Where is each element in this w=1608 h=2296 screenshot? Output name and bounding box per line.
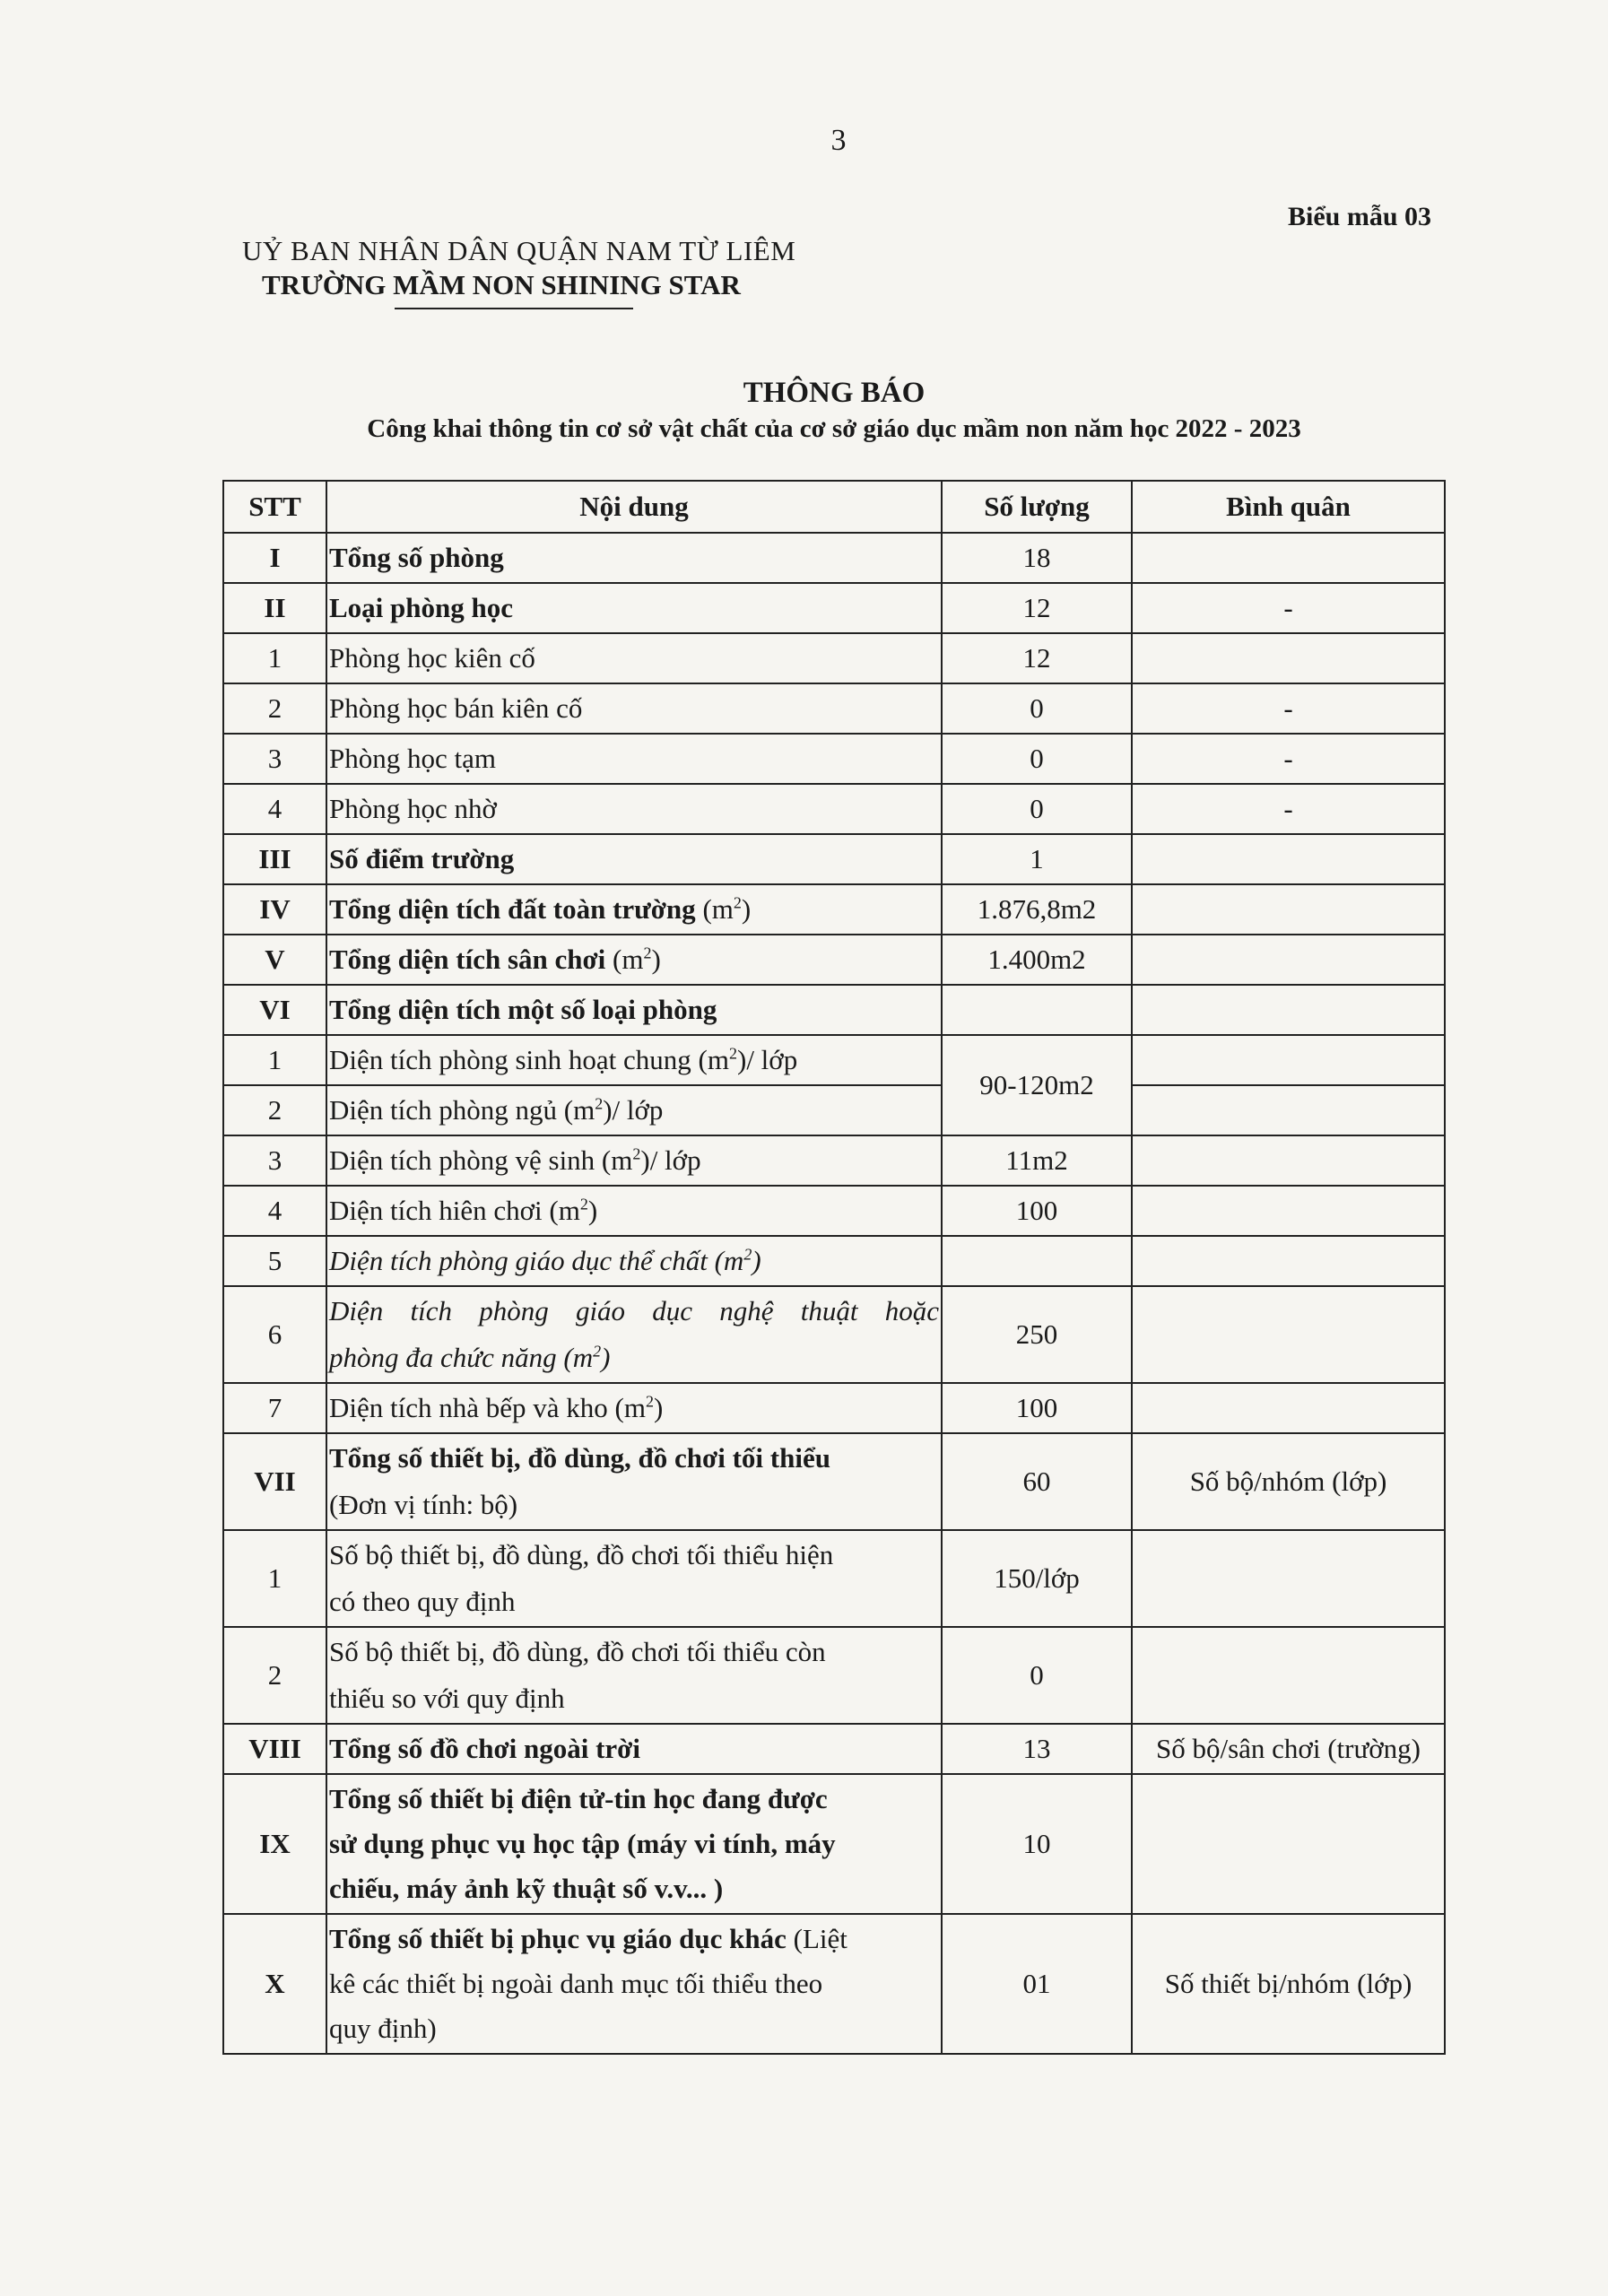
table-row [223,1724,1445,1774]
table-row [223,985,1445,1035]
row-stt: 6 [223,1286,326,1383]
row-average [1132,834,1445,884]
table-row [223,1530,1445,1627]
row-quantity: 150/lớp [942,1530,1132,1627]
row-content: Phòng học tạm [326,734,942,784]
row-content: Diện tích phòng sinh hoạt chung $(m^2)/$ lớp [326,1035,942,1085]
row-quantity: 01 [942,1914,1132,2054]
row-quantity: 250 [942,1286,1132,1383]
row-average: - [1132,583,1445,633]
row-quantity: 18 [942,533,1132,583]
row-content: Phòng học bán kiên cố [326,683,942,734]
table-row [223,1774,1445,1914]
row-quantity: 10 [942,1774,1132,1914]
header-stt: STT [223,481,326,533]
row-average [1132,1085,1445,1135]
school-name: TRƯỜNG MẦM NON SHINING STAR [262,269,741,300]
row-average [1132,1186,1445,1236]
row-stt: 1 [223,1035,326,1085]
table-row [223,1236,1445,1286]
header-quantity: Số lượng [942,481,1132,533]
table-header-row [223,481,1445,533]
row-stt: I [223,533,326,583]
row-quantity: 0 [942,683,1132,734]
row-stt: IV [223,884,326,935]
row-average [1132,633,1445,683]
row-stt: X [223,1914,326,2054]
row-content: Tổng diện tích sân chơi $(m^2)$ [326,935,942,985]
row-stt: 1 [223,1530,326,1627]
row-average: - [1132,683,1445,734]
table-row [223,1186,1445,1236]
page-number: 3 [830,124,847,157]
row-content: Tổng số thiết bị phục vụ giáo dục khác (Liệt kê các thiết bị ngoài danh mục tối thiểu theo quy định) [326,1914,942,2054]
header-average: Bình quân [1132,481,1445,533]
row-stt: 1 [223,633,326,683]
row-average: - [1132,784,1445,834]
row-quantity: 12 [942,633,1132,683]
row-average [1132,1774,1445,1914]
row-stt: 7 [223,1383,326,1433]
row-quantity: 60 [942,1433,1132,1530]
table-row [223,834,1445,884]
row-stt: 2 [223,1627,326,1724]
row-average: Số bộ/sân chơi (trường) [1132,1724,1445,1774]
table-row [223,1085,1445,1135]
row-content: Diện tích phòng giáo dục thể chất $(m^2)$ [326,1236,942,1286]
table-row [223,1383,1445,1433]
parent-organization: UỶ BAN NHÂN DÂN QUẬN NAM TỪ LIÊM [242,235,796,266]
row-average [1132,533,1445,583]
row-average [1132,1236,1445,1286]
row-average [1132,1135,1445,1186]
row-content: Diện tích nhà bếp và kho $(m^2)$ [326,1383,942,1433]
row-average [1132,1035,1445,1085]
row-content: Số bộ thiết bị, đồ dùng, đồ chơi tối thiểu hiện có theo quy định [326,1530,942,1627]
row-average [1132,1627,1445,1724]
row-content: Số điểm trường [326,834,942,884]
row-content: Tổng số đồ chơi ngoài trời [326,1724,942,1774]
row-quantity: 100 [942,1383,1132,1433]
facility-table [222,480,1446,2055]
row-quantity: 1.876,8m2 [942,884,1132,935]
table-row [223,1627,1445,1724]
row-quantity: 1.400m2 [942,935,1132,985]
table-row [223,583,1445,633]
row-stt: VI [223,985,326,1035]
row-content: Số bộ thiết bị, đồ dùng, đồ chơi tối thiểu còn thiếu so với quy định [326,1627,942,1724]
row-stt: VII [223,1433,326,1530]
row-quantity-merged: 90-120m2 [942,1035,1132,1135]
row-average: - [1132,734,1445,784]
row-quantity: 0 [942,734,1132,784]
table-row [223,1914,1445,2054]
row-content: Tổng diện tích đất toàn trường $(m^2)$ [326,884,942,935]
row-content: Diện tích hiên chơi $(m^2)$ [326,1186,942,1236]
header-underline [395,308,633,309]
row-content: Tổng số thiết bị điện tử-tin học đang được sử dụng phục vụ học tập (máy vi tính, máy chiếu, máy ảnh kỹ thuật số v.v... ) [326,1774,942,1914]
row-stt: III [223,834,326,884]
row-average [1132,985,1445,1035]
row-quantity: 100 [942,1186,1132,1236]
row-quantity [942,985,1132,1035]
table-row [223,633,1445,683]
header-content: Nội dung [326,481,942,533]
row-quantity [942,1236,1132,1286]
notice-subtitle: Công khai thông tin cơ sở vật chất của cơ sở giáo dục mầm non năm học 2022 - 2023 [367,414,1301,443]
table-row [223,1433,1445,1530]
row-content: Tổng số thiết bị, đồ dùng, đồ chơi tối thiểu (Đơn vị tính: bộ) [326,1433,942,1530]
table-row [223,1135,1445,1186]
row-stt: II [223,583,326,633]
row-stt: IX [223,1774,326,1914]
table-row [223,533,1445,583]
table-row [223,784,1445,834]
row-average: Số thiết bị/nhóm (lớp) [1132,1914,1445,2054]
form-label: Biểu mẫu 03 [1288,202,1432,231]
row-stt: 3 [223,734,326,784]
row-stt: 2 [223,683,326,734]
row-content: Loại phòng học [326,583,942,633]
row-stt: V [223,935,326,985]
table-row [223,1035,1445,1085]
table-row [223,884,1445,935]
row-stt: 4 [223,784,326,834]
row-average [1132,884,1445,935]
row-stt: 2 [223,1085,326,1135]
row-quantity: 12 [942,583,1132,633]
row-content: Tổng diện tích một số loại phòng [326,985,942,1035]
row-average: Số bộ/nhóm (lớp) [1132,1433,1445,1530]
row-stt: 4 [223,1186,326,1236]
row-stt: 5 [223,1236,326,1286]
row-content: Diện tích phòng vệ $\sinh (m^2)/$ lớp [326,1135,942,1186]
row-quantity: 11m2 [942,1135,1132,1186]
row-stt: 3 [223,1135,326,1186]
row-content: Phòng học kiên cố [326,633,942,683]
row-average [1132,1530,1445,1627]
row-quantity: 0 [942,784,1132,834]
row-quantity: 0 [942,1627,1132,1724]
table-row [223,1286,1445,1383]
table-row [223,935,1445,985]
row-content: Phòng học nhờ [326,784,942,834]
row-content: Tổng số phòng [326,533,942,583]
row-quantity: 13 [942,1724,1132,1774]
row-average [1132,935,1445,985]
row-quantity: 1 [942,834,1132,884]
notice-title: THÔNG BÁO [743,377,926,409]
row-stt: VIII [223,1724,326,1774]
row-content: Diện tích phòng ngủ $(m^2)/$ lớp [326,1085,942,1135]
table-row [223,734,1445,784]
row-average [1132,1383,1445,1433]
row-average [1132,1286,1445,1383]
row-content: Diện tích phòng giáo dục nghệ thuật hoặc phòng đa chức năng $(m^2)$ [326,1286,942,1383]
table-row [223,683,1445,734]
